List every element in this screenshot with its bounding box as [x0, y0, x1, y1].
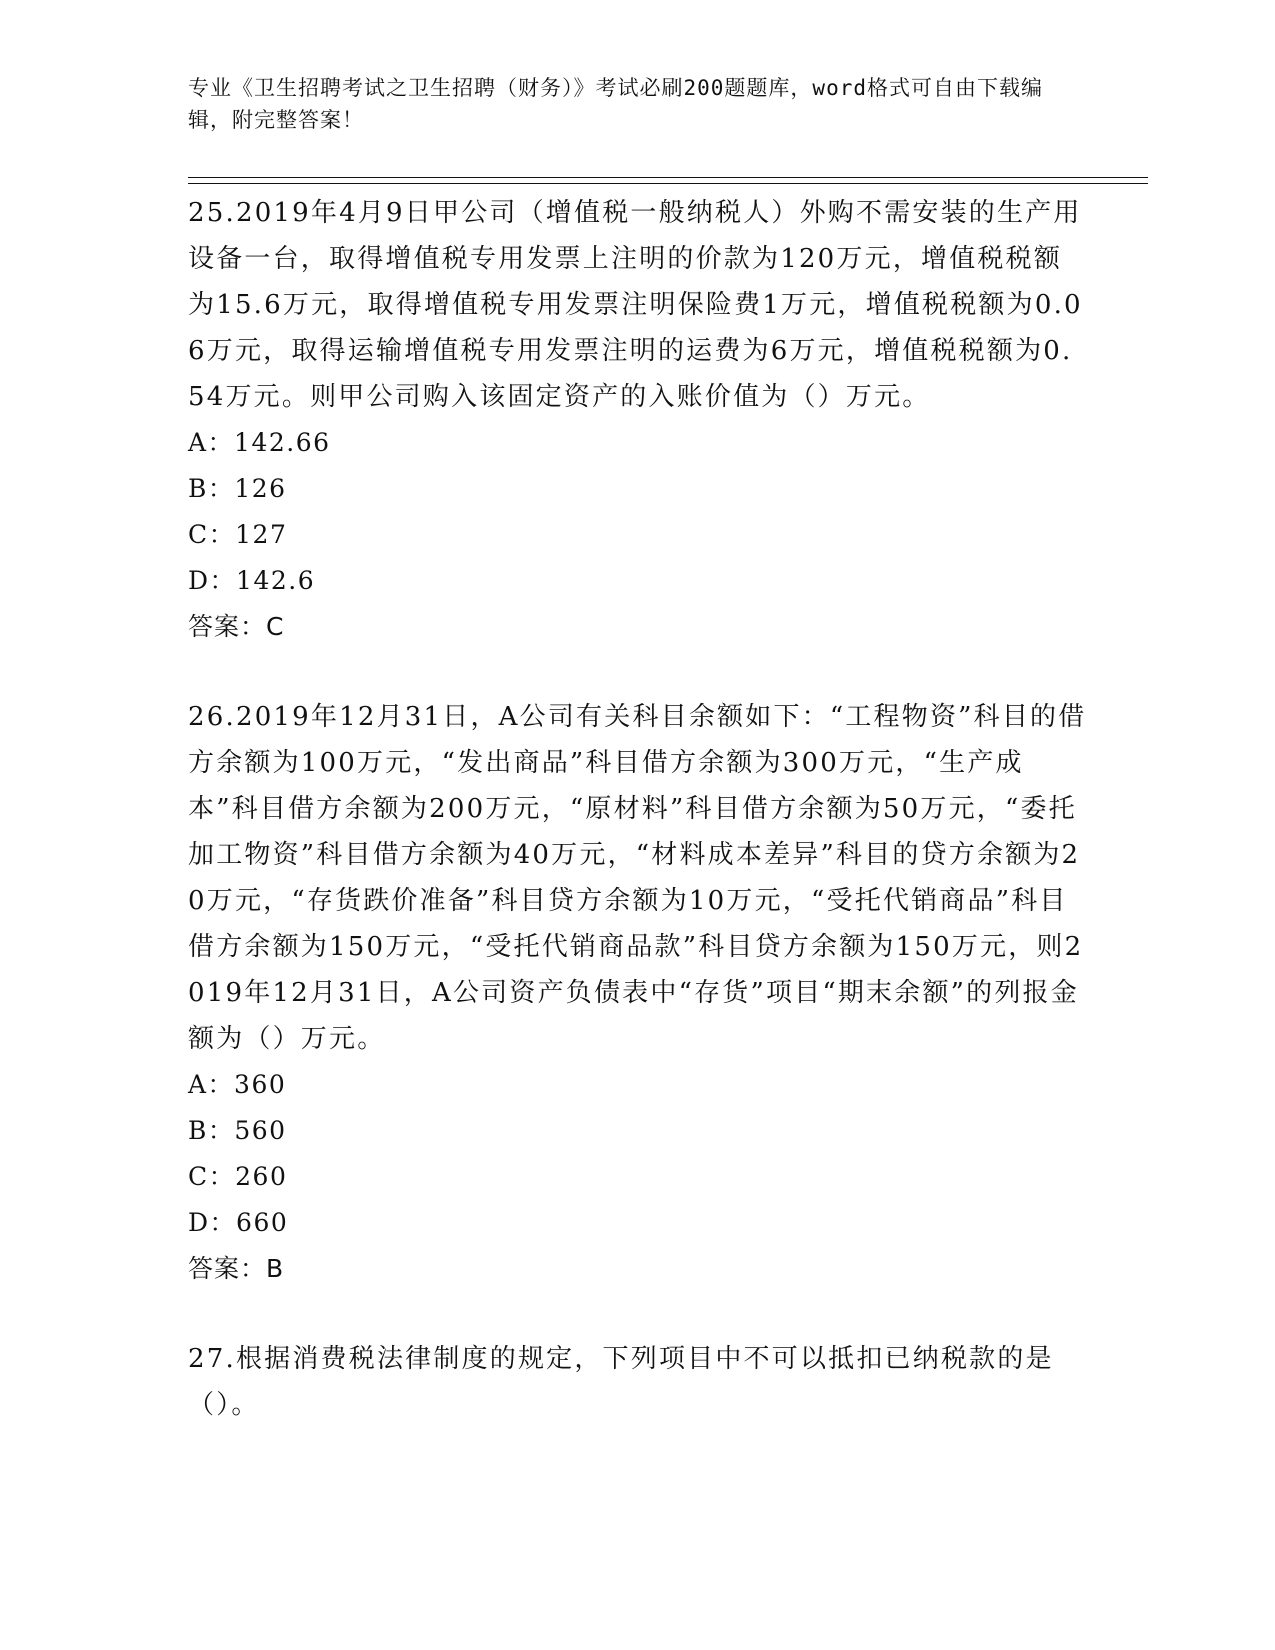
document-header: 专业《卫生招聘考试之卫生招聘（财务）》考试必刷200题题库，word格式可自由下载编辑，附完整答案！	[188, 76, 1043, 132]
header-divider-bottom	[188, 183, 1148, 184]
question-26	[188, 694, 1088, 1292]
option-d: D：660	[188, 1208, 289, 1237]
answer-label: 答案：C	[188, 612, 285, 641]
question-text: 27.根据消费税法律制度的规定，下列项目中不可以抵扣已纳税款的是（）。	[188, 1344, 1054, 1420]
question-27	[188, 1336, 1088, 1428]
question-list	[188, 190, 1088, 1428]
question-25	[188, 190, 1088, 650]
option-a: A：360	[188, 1070, 287, 1099]
option-d: D：142.6	[188, 566, 316, 595]
answer-label: 答案：B	[188, 1254, 285, 1283]
question-spacer	[188, 1292, 1088, 1336]
option-c: C：127	[188, 520, 288, 549]
question-text: 26.2019年12月31日，A公司有关科目余额如下：“工程物资”科目的借方余额为100万元，“发出商品”科目借方余额为300万元，“生产成本”科目借方余额为200万元，“原材料”科目借方余额为50万元，“委托加工物资”科目借方余额为40万元，“材料成本差异”科目的贷方余额为20万元，“存货跌价准备”科目贷方余额为10万元，“受托代销商品”科目借方余额为150万元，“受托代销商品款”科目贷方余额为150万元，则2019年12月31日，A公司资产负债表中“存货”项目“期末余额”的列报金额为（）万元。	[188, 702, 1087, 1054]
option-c: C：260	[188, 1162, 288, 1191]
header-divider-top	[188, 177, 1148, 178]
question-text: 25.2019年4月9日甲公司（增值税一般纳税人）外购不需安装的生产用设备一台，取得增值税专用发票上注明的价款为120万元，增值税税额为15.6万元，取得增值税专用发票注明保险费1万元，增值税税额为0.06万元，取得运输增值税专用发票注明的运费为6万元，增值税税额为0.54万元。则甲公司购入该固定资产的入账价值为（）万元。	[188, 198, 1083, 412]
option-b: B：126	[188, 474, 287, 503]
question-spacer	[188, 650, 1088, 694]
option-a: A：142.66	[188, 428, 331, 457]
option-b: B：560	[188, 1116, 287, 1145]
